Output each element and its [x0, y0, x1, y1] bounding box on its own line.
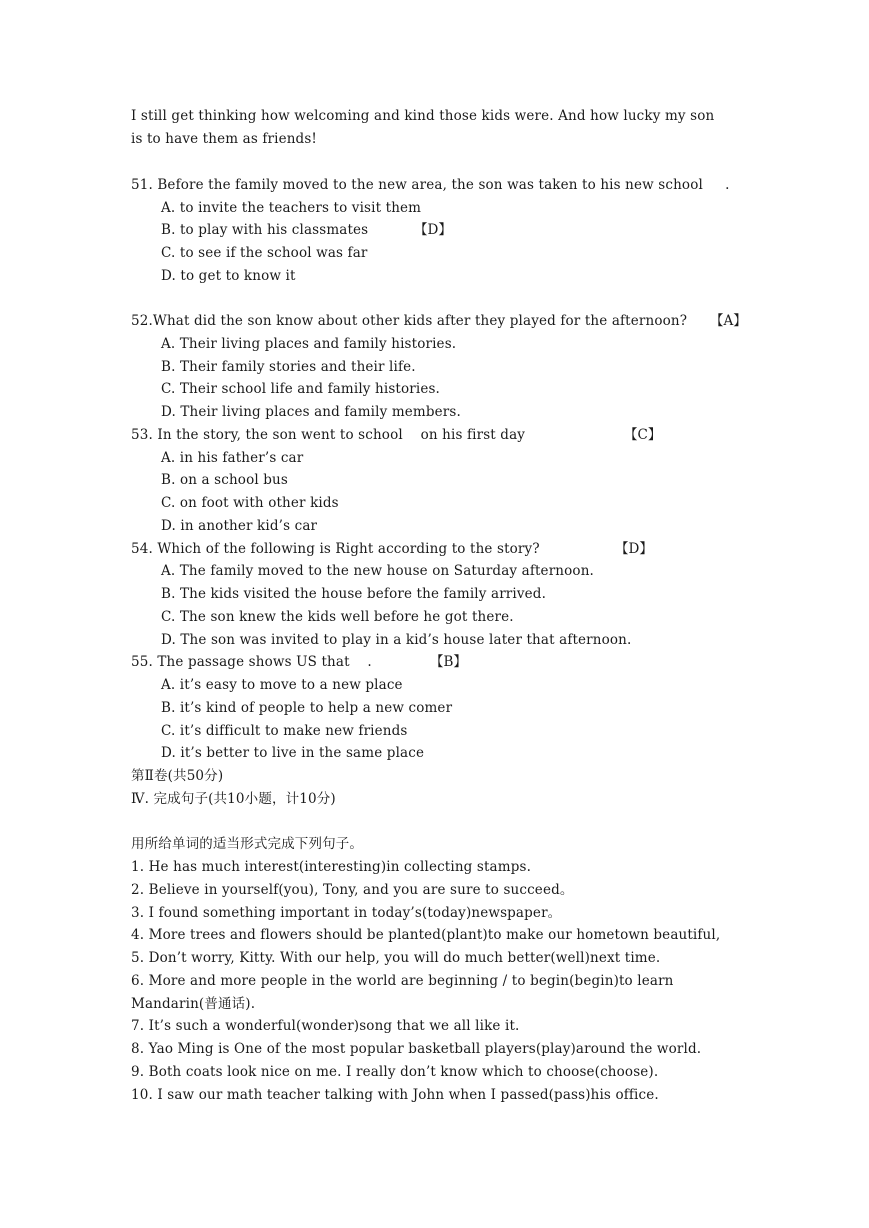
question-55-option-c: C. it’s difficult to make new friends — [161, 723, 408, 739]
question-52-option-a: A. Their living places and family histories. — [161, 336, 457, 352]
question-54-option-d: D. The son was invited to play in a kid’s house later that afternoon. — [161, 632, 632, 648]
question-54-answer: 【D】 — [615, 541, 653, 557]
question-51-option-b: B. to play with his classmates — [161, 222, 369, 238]
sentence-10: 10. I saw our math teacher talking with John when I passed(pass)his office. — [131, 1087, 659, 1103]
question-55-option-d: D. it’s better to live in the same place — [161, 745, 425, 761]
question-53-option-c: C. on foot with other kids — [161, 495, 339, 511]
question-51-option-d: D. to get to know it — [161, 268, 296, 284]
intro-line-2: is to have them as friends! — [131, 131, 317, 147]
intro-line-1: I still get thinking how welcoming and kind those kids were. And how lucky my son — [131, 108, 715, 124]
question-54-option-c: C. The son knew the kids well before he got there. — [161, 609, 514, 625]
question-54-stem: 54. Which of the following is Right according to the story? — [131, 541, 540, 557]
question-53-option-d: D. in another kid’s car — [161, 518, 318, 534]
question-53-option-a: A. in his father’s car — [161, 450, 304, 466]
question-53-answer: 【C】 — [624, 427, 662, 443]
question-55-option-b: B. it’s kind of people to help a new comer — [161, 700, 453, 716]
question-51-option-c: C. to see if the school was far — [161, 245, 368, 261]
question-51-option-a: A. to invite the teachers to visit them — [161, 200, 422, 216]
question-53-stem: 53. In the story, the son went to school on his first day — [131, 427, 526, 443]
section-2-title: 第Ⅱ卷(共50分) — [131, 768, 224, 784]
sentence-3: 3. I found something important in today’s(today)newspaper。 — [131, 905, 562, 921]
question-55-stem: 55. The passage shows US that . — [131, 654, 372, 670]
question-55-answer: 【B】 — [430, 654, 467, 670]
question-52-stem: 52.What did the son know about other kids after they played for the afternoon? — [131, 313, 688, 329]
question-54-option-a: A. The family moved to the new house on Saturday afternoon. — [161, 563, 594, 579]
question-51-answer: 【D】 — [414, 222, 452, 238]
sentence-6: 6. More and more people in the world are beginning / to begin(begin)to learn — [131, 973, 674, 989]
question-52-option-d: D. Their living places and family members. — [161, 404, 461, 420]
question-52-answer: 【A】 — [710, 313, 747, 329]
sentence-1: 1. He has much interest(interesting)in collecting stamps. — [131, 859, 532, 875]
sentence-8: 8. Yao Ming is One of the most popular basketball players(play)around the world. — [131, 1041, 702, 1057]
sentence-4: 4. More trees and flowers should be planted(plant)to make our hometown beautiful, — [131, 927, 721, 943]
question-51-stem: 51. Before the family moved to the new area, the son was taken to his new school . — [131, 177, 730, 193]
sentence-2: 2. Believe in yourself(you), Tony, and you are sure to succeed。 — [131, 882, 574, 898]
question-52-option-b: B. Their family stories and their life. — [161, 359, 416, 375]
question-54-option-b: B. The kids visited the house before the family arrived. — [161, 586, 547, 602]
question-52-option-c: C. Their school life and family histories. — [161, 381, 440, 397]
sentence-7: 7. It’s such a wonderful(wonder)song that we all like it. — [131, 1018, 520, 1034]
question-55-option-a: A. it’s easy to move to a new place — [161, 677, 403, 693]
question-53-option-b: B. on a school bus — [161, 472, 288, 488]
sentence-5: 5. Don’t worry, Kitty. With our help, you will do much better(well)next time. — [131, 950, 661, 966]
sentence-9: 9. Both coats look nice on me. I really don’t know which to choose(choose). — [131, 1064, 659, 1080]
section-2-part-heading: Ⅳ. 完成句子(共10小题，计10分) — [131, 791, 336, 807]
sentence-6-continued: Mandarin(普通话). — [131, 996, 256, 1012]
section-2-instruction: 用所给单词的适当形式完成下列句子。 — [131, 836, 364, 852]
